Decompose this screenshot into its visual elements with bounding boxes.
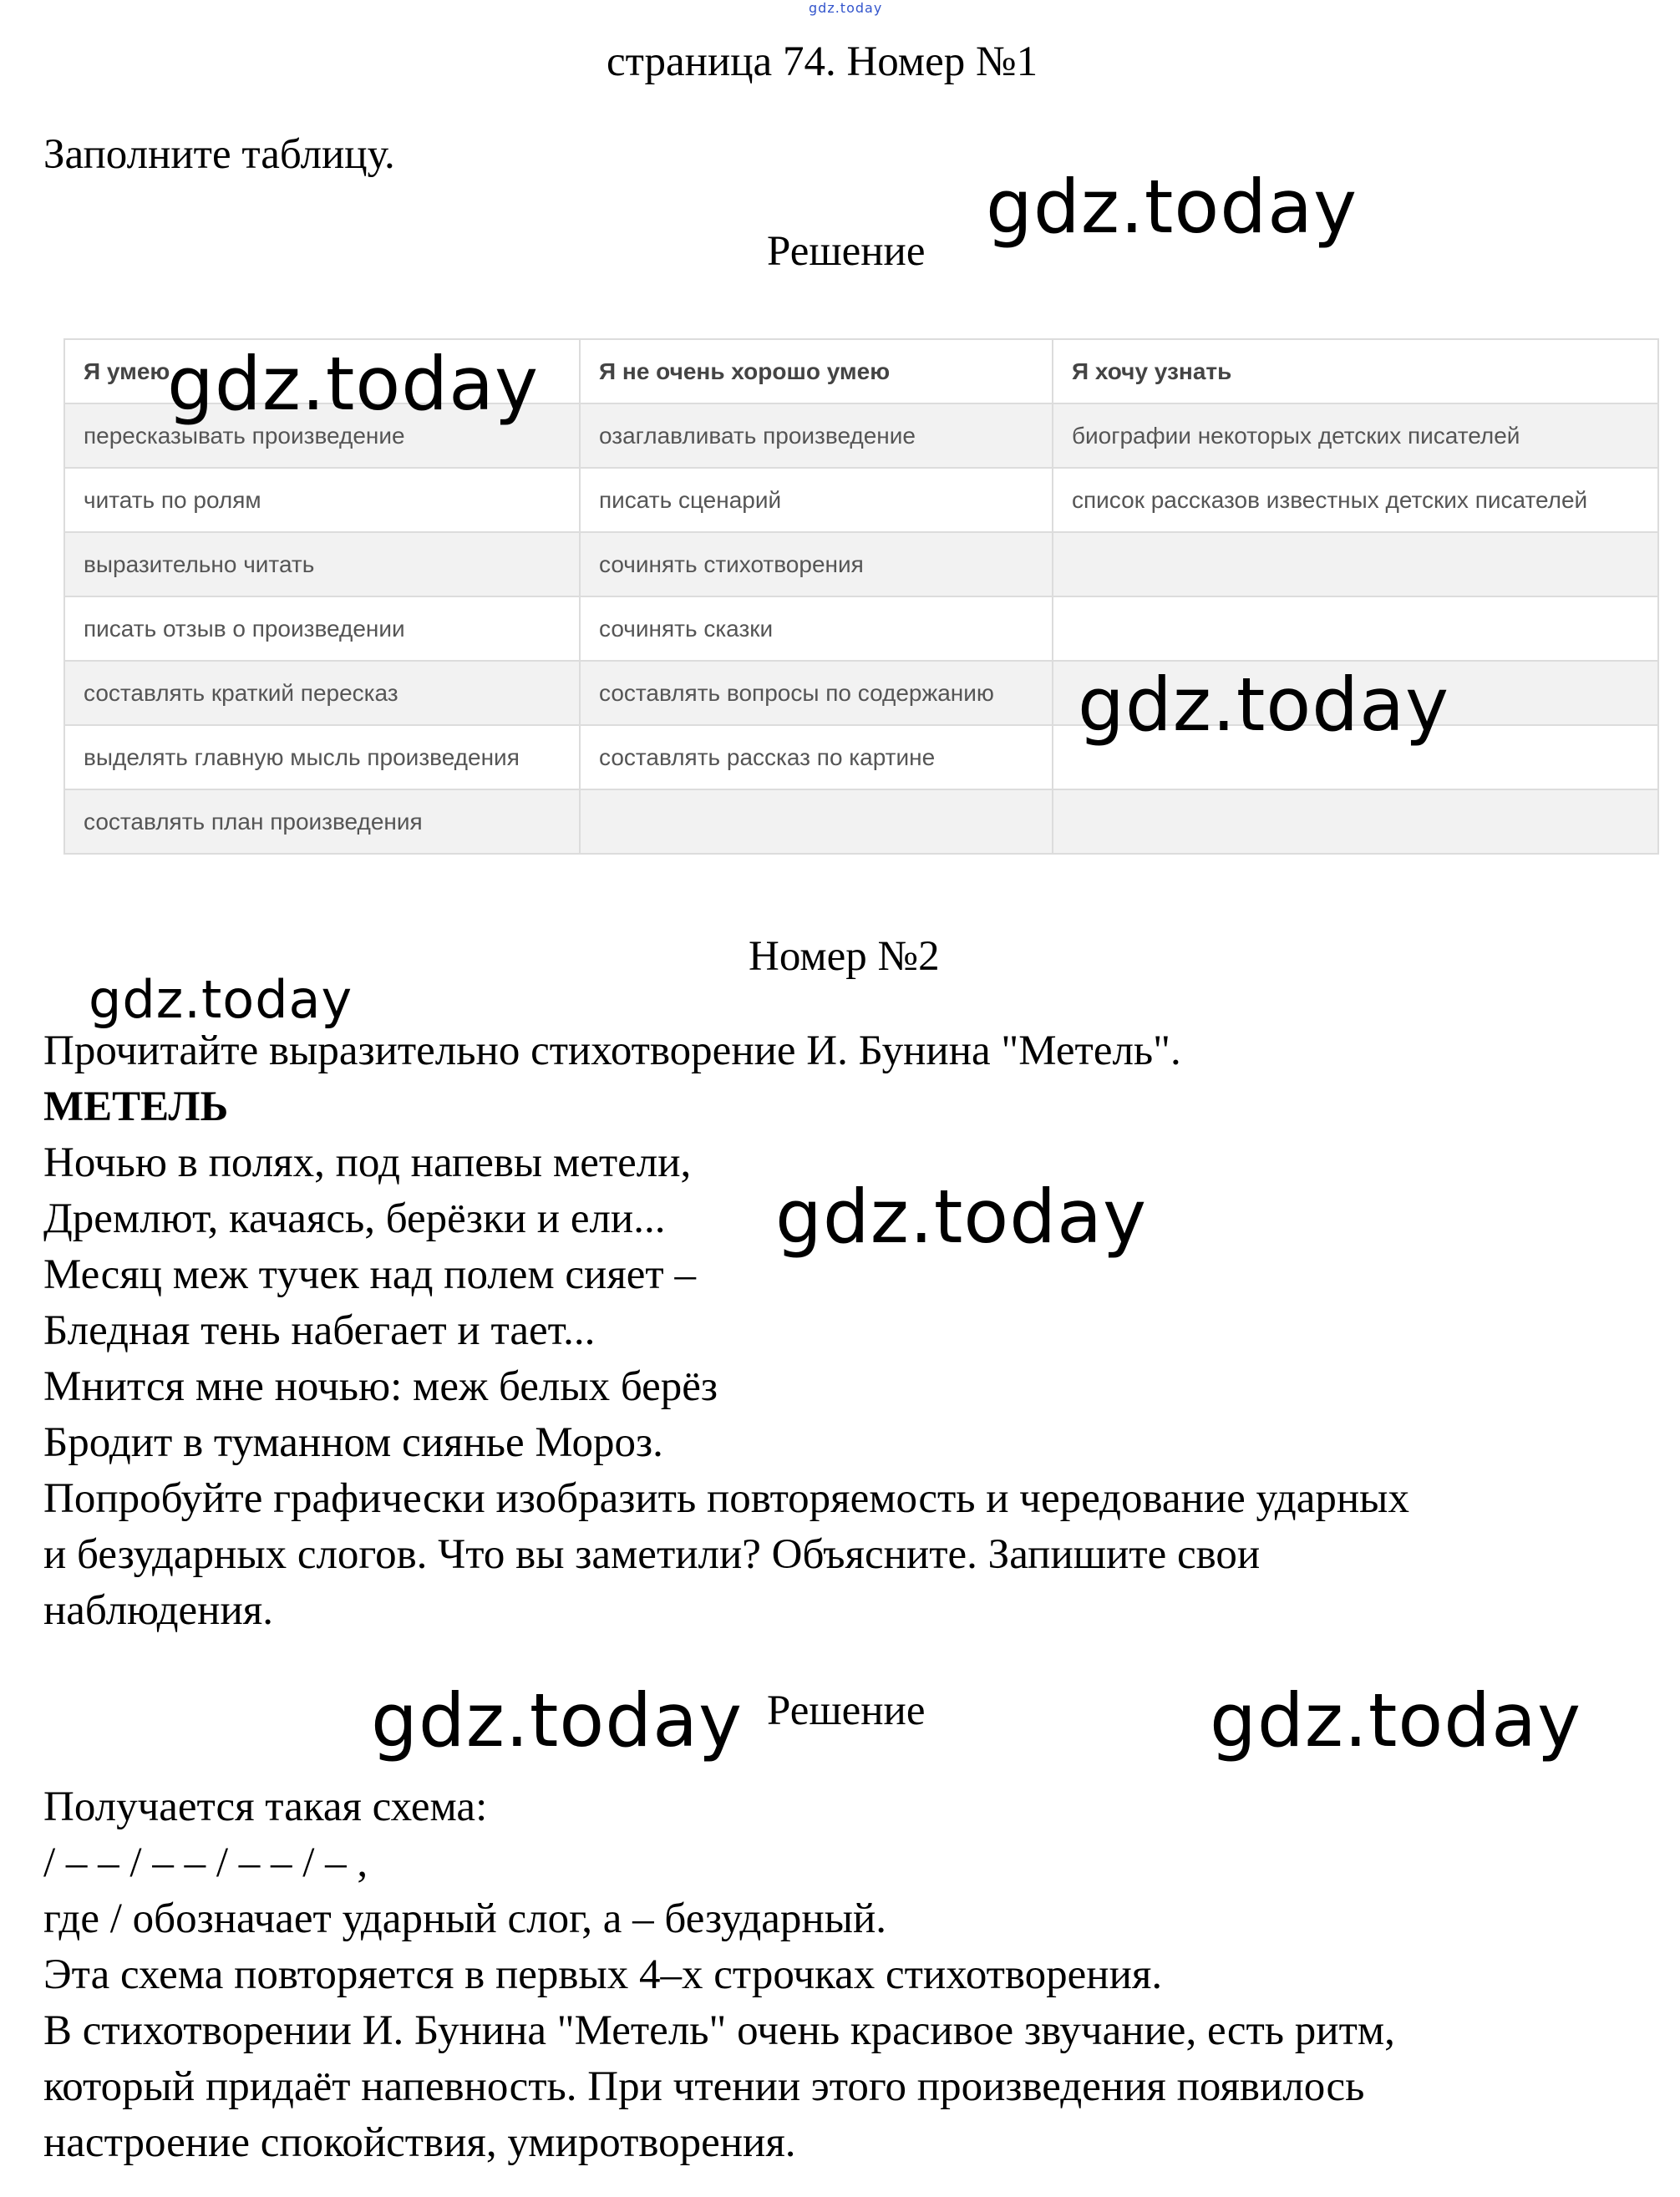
table-cell xyxy=(1053,789,1658,854)
table-cell: биографии некоторых детских писателей xyxy=(1053,403,1658,468)
table-row xyxy=(64,532,1658,596)
table-row xyxy=(64,789,1658,854)
poem-title: МЕТЕЛЬ xyxy=(43,1083,229,1130)
task2-title: Номер №2 xyxy=(749,933,940,980)
watermark: gdz.today xyxy=(167,341,540,427)
table-cell: составлять краткий пересказ xyxy=(64,661,580,725)
table-cell xyxy=(1053,596,1658,661)
table-cell: список рассказов известных детских писателей xyxy=(1053,468,1658,532)
table-cell: писать сценарий xyxy=(580,468,1053,532)
table-cell: составлять вопросы по содержанию xyxy=(580,661,1053,725)
question-line: наблюдения. xyxy=(43,1587,273,1634)
table-cell: сочинять стихотворения xyxy=(580,532,1053,596)
poem-line: Бледная тень набегает и тает... xyxy=(43,1307,596,1354)
task1-instruction: Заполните таблицу. xyxy=(43,131,395,178)
watermark: gdz.today xyxy=(371,1677,744,1763)
answer-line: Получается такая схема: xyxy=(43,1783,488,1830)
table-cell: выделять главную мысль произведения xyxy=(64,725,580,789)
table-header-cell: Я не очень хорошо умею xyxy=(580,339,1053,403)
table-cell: читать по ролям xyxy=(64,468,580,532)
poem-line: Бродит в туманном сиянье Мороз. xyxy=(43,1419,663,1466)
solution-label-2: Решение xyxy=(767,1687,926,1734)
table-cell: озаглавливать произведение xyxy=(580,403,1053,468)
table-cell: составлять план произведения xyxy=(64,789,580,854)
answer-line: который придаёт напевность. При чтении этого произведения появилось xyxy=(43,2063,1365,2110)
answer-line: Эта схема повторяется в первых 4–х строчках стихотворения. xyxy=(43,1951,1163,1998)
poem-line: Дремлют, качаясь, берёзки и ели... xyxy=(43,1195,666,1242)
table-row xyxy=(64,468,1658,532)
table-header-cell: Я умею xyxy=(64,339,580,403)
table-cell: составлять рассказ по картине xyxy=(580,725,1053,789)
table-cell xyxy=(580,789,1053,854)
solution-label-1: Решение xyxy=(767,228,926,275)
table-header-cell: Я хочу узнать xyxy=(1053,339,1658,403)
table-cell: пересказывать произведение xyxy=(64,403,580,468)
top-small-watermark: gdz.today xyxy=(809,0,883,16)
table-cell: сочинять сказки xyxy=(580,596,1053,661)
poem-line: Месяц меж тучек над полем сияет – xyxy=(43,1251,696,1298)
poem-line: Ночью в полях, под напевы метели, xyxy=(43,1139,692,1186)
table-cell xyxy=(1053,532,1658,596)
table-cell: писать отзыв о произведении xyxy=(64,596,580,661)
page-title: страница 74. Номер №1 xyxy=(607,38,1038,85)
poem-line: Мнится мне ночью: меж белых берёз xyxy=(43,1363,718,1410)
answer-line: В стихотворении И. Бунина "Метель" очень красивое звучание, есть ритм, xyxy=(43,2007,1395,2054)
answer-line: настроение спокойствия, умиротворения. xyxy=(43,2119,796,2166)
answer-line: где / обозначает ударный слог, а – безударный. xyxy=(43,1895,887,1942)
task2-instruction: Прочитайте выразительно стихотворение И. Бунина "Метель". xyxy=(43,1027,1181,1074)
answer-line: / – – / – – / – – / – , xyxy=(43,1839,368,1886)
watermark: gdz.today xyxy=(89,969,353,1030)
watermark: gdz.today xyxy=(775,1174,1148,1260)
question-line: Попробуйте графически изобразить повторяемость и чередование ударных xyxy=(43,1475,1409,1522)
watermark: gdz.today xyxy=(1210,1677,1582,1763)
table-cell: выразительно читать xyxy=(64,532,580,596)
watermark: gdz.today xyxy=(1078,662,1450,748)
watermark: gdz.today xyxy=(986,164,1358,250)
table-row xyxy=(64,596,1658,661)
question-line: и безударных слогов. Что вы заметили? Объясните. Запишите свои xyxy=(43,1531,1261,1578)
